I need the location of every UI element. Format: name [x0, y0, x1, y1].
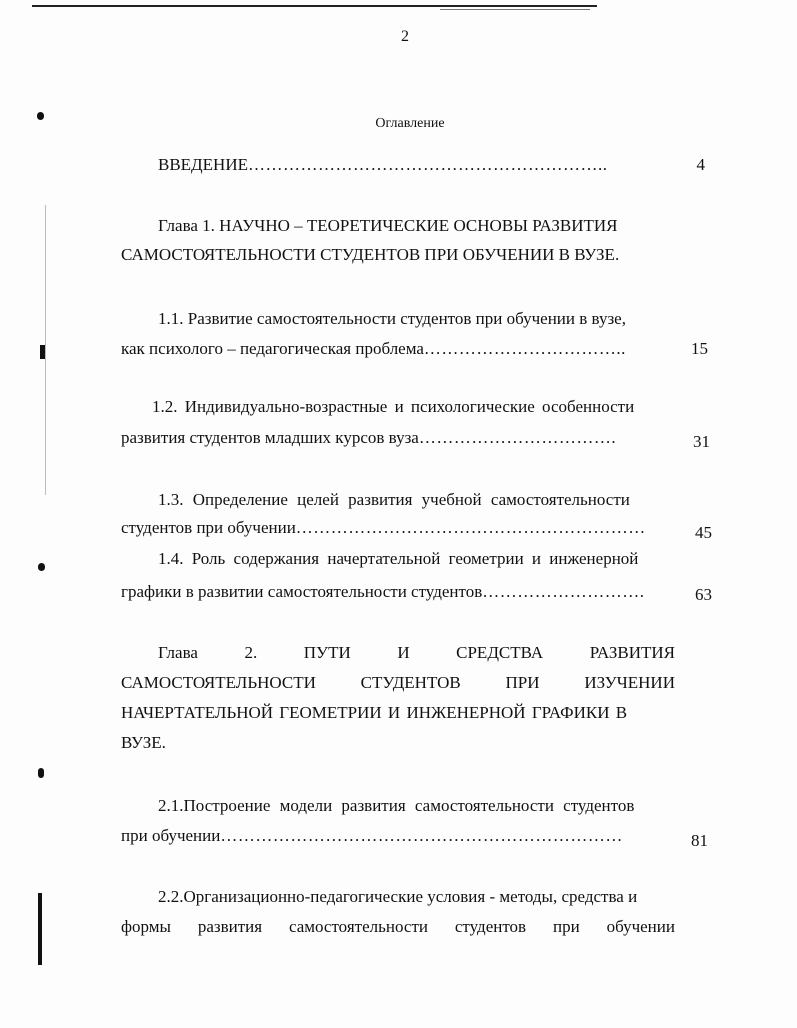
leader-dots: …………………………….. [423, 339, 626, 358]
scan-dot-3 [38, 563, 45, 571]
section-2-1-line1: 2.1.Построение модели развития самостоятельности студентов [158, 796, 635, 815]
section-1-2-line2 [121, 428, 616, 448]
scan-binding-edge [38, 893, 42, 965]
scan-mark-4 [38, 768, 44, 778]
toc-entry-title: как психолого – педагогическая проблема [121, 339, 424, 358]
section-1-3-line2 [121, 518, 646, 538]
chapter2-title-line3: НАЧЕРТАТЕЛЬНОЙ ГЕОМЕТРИИ И ИНЖЕНЕРНОЙ ГРАФИКИ В [121, 703, 628, 722]
title-word: САМОСТОЯТЕЛЬНОСТИ [121, 673, 316, 692]
section-1-4-line2 [121, 582, 645, 602]
title-word: 2. [244, 643, 258, 662]
toc-entry-intro [158, 155, 607, 175]
toc-entry-title: при обучении [121, 826, 221, 845]
scan-faint-line [45, 205, 46, 495]
text-word: развития [197, 917, 263, 936]
toc-page-number: 45 [695, 523, 712, 542]
title-word: РАЗВИТИЯ [589, 643, 675, 662]
toc-page-number: 31 [693, 432, 710, 451]
toc-entry-title: графики в развитии самостоятельности студентов [121, 582, 483, 601]
section-1-4-line1: 1.4. Роль содержания начертательной геометрии и инженерной [158, 549, 639, 568]
leader-dots: …………………………………………………………… [220, 826, 623, 845]
section-2-2-line2 [121, 917, 675, 937]
section-2-2-line1: 2.2.Организационно-педагогические условия - методы, средства и [158, 887, 638, 906]
toc-heading: Оглавление [375, 116, 445, 131]
title-word: И [397, 643, 410, 662]
section-1-1-line2 [121, 339, 626, 359]
scan-dot-1 [37, 112, 44, 120]
title-word: ПУТИ [303, 643, 351, 662]
text-word: студентов [454, 917, 527, 936]
title-word: ИЗУЧЕНИИ [584, 673, 675, 692]
section-2-1-line2 [121, 826, 623, 846]
toc-page-number: 63 [695, 585, 712, 604]
chapter2-title-line2 [121, 673, 675, 693]
text-word: самостоятельности [288, 917, 428, 936]
toc-entry-title: студентов при обучении [121, 518, 296, 537]
toc-entry-title: ВВЕДЕНИЕ [158, 155, 248, 174]
title-word: ПРИ [505, 673, 540, 692]
leader-dots: ………………………. [482, 582, 645, 601]
section-1-3-line1: 1.3. Определение целей развития учебной самостоятельности [158, 490, 630, 509]
toc-page-number: 15 [691, 339, 708, 358]
section-1-1-line1: 1.1. Развитие самостоятельности студентов при обучении в вузе, [158, 309, 626, 328]
chapter2-title-line1 [158, 643, 675, 663]
section-1-2-line1: 1.2. Индивидуально-возрастные и психологические особенности [152, 397, 635, 416]
top-rule-secondary [440, 9, 590, 10]
text-word: обучении [606, 917, 675, 936]
text-word: при [552, 917, 580, 936]
leader-dots: ……………………………. [418, 428, 617, 447]
chapter1-title-line1: Глава 1. НАУЧНО – ТЕОРЕТИЧЕСКИЕ ОСНОВЫ РАЗВИТИЯ [158, 216, 618, 235]
title-word: Глава [158, 643, 198, 662]
toc-page-number: 4 [696, 155, 705, 174]
leader-dots: …………………………………………………….. [247, 155, 608, 174]
text-word: формы [121, 917, 171, 936]
page-number: 2 [401, 28, 409, 45]
chapter1-title-line2: САМОСТОЯТЕЛЬНОСТИ СТУДЕНТОВ ПРИ ОБУЧЕНИИ В ВУЗЕ. [121, 245, 620, 264]
title-word: СРЕДСТВА [456, 643, 544, 662]
toc-entry-title: развития студентов младших курсов вуза [121, 428, 419, 447]
leader-dots: …………………………………………………… [295, 518, 646, 537]
toc-page-number: 81 [691, 831, 708, 850]
top-rule [32, 5, 597, 7]
title-word: СТУДЕНТОВ [360, 673, 461, 692]
chapter2-title-line4: ВУЗЕ. [121, 733, 166, 752]
